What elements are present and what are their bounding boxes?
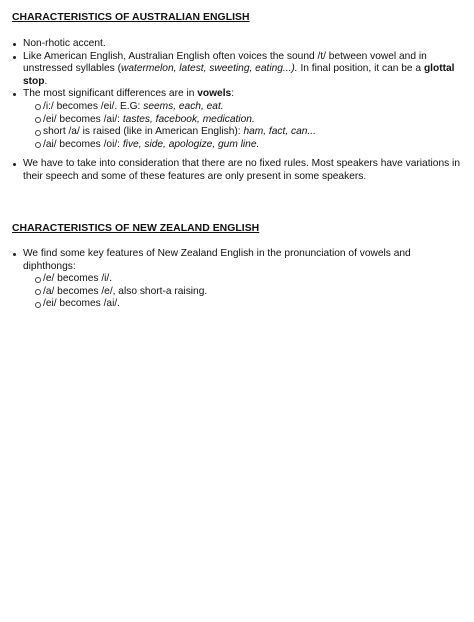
sublist-examples: tastes, facebook, medication. — [122, 113, 255, 125]
list-item-non-rhotic: Non-rhotic accent. — [12, 38, 464, 51]
sublist-examples: seems, each, eat. — [143, 100, 224, 112]
sublist-examples: five, side, apologize, gum line. — [122, 138, 260, 150]
sublist-item-i-ei — [23, 101, 464, 114]
t-voicing-examples: watermelon, latest, sweeting, eating...). — [120, 63, 298, 75]
vowel-sublist — [23, 101, 464, 151]
australian-feature-list — [12, 38, 464, 184]
sublist-text: short /a/ is raised (like in American English): — [43, 126, 244, 138]
sublist-item-ei-ai-nz: /ei/ becomes /ai/. — [23, 298, 464, 311]
sublist-text: /ei/ becomes /ai/: — [43, 113, 123, 125]
nz-intro-text: We find some key features of New Zealand English in the pronunciation of vowels and diphthongs: — [23, 248, 411, 272]
t-voicing-text: Like American English, Australian English often voices the sound /t/ between vowel and in unstressed syllables ( — [23, 50, 427, 75]
section-title-new-zealand: CHARACTERISTICS OF NEW ZEALAND ENGLISH — [12, 223, 260, 234]
sublist-item-short-a — [23, 126, 464, 139]
sublist-text: /i:/ becomes /ei/. E.G: — [43, 100, 144, 112]
sublist-examples: ham, fact, can... — [243, 126, 316, 138]
glottal-stop-term: glottal stop — [23, 63, 455, 87]
list-item-no-fixed-rules: We have to take into consideration that there are no fixed rules. Most speakers have variations in their speech and some of these features are only present in some speakers. — [12, 158, 464, 183]
sublist-item-a-e: /a/ becomes /e/, also short-a raising. — [23, 286, 464, 299]
sublist-item-ei-ai — [23, 114, 464, 127]
section-title-australian: CHARACTERISTICS OF AUSTRALIAN ENGLISH — [12, 12, 250, 23]
nz-vowel-sublist — [23, 273, 464, 311]
list-item-t-voicing — [12, 51, 464, 89]
list-item-nz-vowels — [12, 248, 464, 311]
t-voicing-final-text: In final position, it can be a — [297, 63, 424, 75]
new-zealand-feature-list — [12, 248, 464, 311]
sublist-text: /ai/ becomes /oi/: — [43, 138, 123, 150]
list-item-vowels — [12, 88, 464, 151]
t-voicing-end: . — [44, 75, 48, 87]
sublist-item-ai-oi — [23, 139, 464, 152]
vowels-term: vowels — [197, 88, 232, 100]
vowels-intro-text: The most significant differences are in — [23, 88, 198, 100]
sublist-item-e-i: /e/ becomes /i/. — [23, 273, 464, 286]
vowels-intro-end: : — [231, 88, 235, 100]
